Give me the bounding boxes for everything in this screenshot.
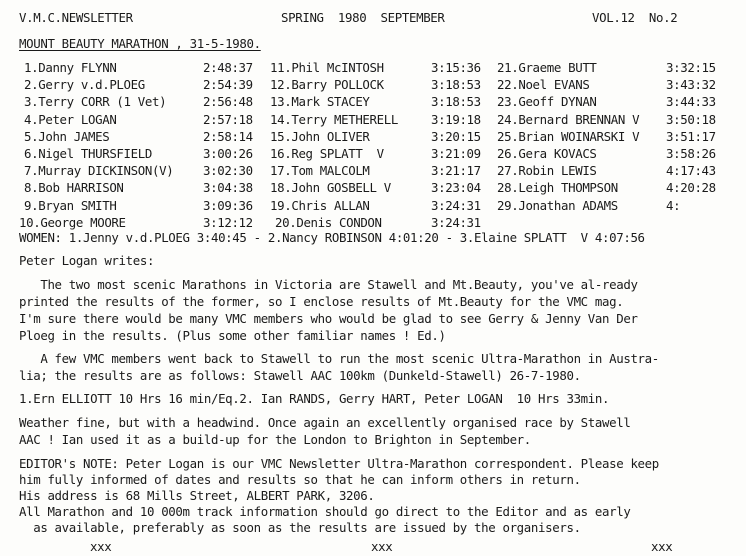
- volume-number: VOL.12 No.2: [592, 10, 678, 25]
- finish-time: 3:58:26: [666, 146, 716, 161]
- finish-time: 4:20:28: [666, 180, 716, 196]
- runner-name: 15.John OLIVER: [270, 128, 370, 144]
- runner-name: 13.Mark STACEY: [270, 94, 370, 110]
- runner-name: 16.Reg SPLATT V: [270, 146, 384, 161]
- finish-time: 3:43:32: [666, 77, 716, 93]
- text-line: lia; the results are as follows: Stawell AAC 100km (Dunkeld-Stawell) 26-7-1980.: [19, 368, 581, 383]
- finish-time: 3:00:26: [203, 146, 253, 161]
- finish-time: 2:54:39: [203, 77, 253, 93]
- separator-mark: xxx: [371, 539, 393, 554]
- finish-time: 3:12:12: [203, 214, 253, 230]
- finish-time: 3:19:18: [431, 111, 481, 127]
- runner-name: 1.Danny FLYNN: [24, 60, 117, 75]
- finish-time: 3:21:17: [431, 163, 481, 179]
- runner-name: 29.Jonathan ADAMS: [497, 197, 618, 213]
- writes-heading: Peter Logan writes:: [19, 253, 155, 268]
- finish-time: 3:09:36: [203, 197, 253, 213]
- text-line: I'm sure there would be many VMC members who would be glad to see Gerry & Jenny Van Der: [19, 311, 638, 326]
- finish-time: 2:57:18: [203, 111, 253, 127]
- runner-name: 5.John JAMES: [24, 128, 110, 144]
- article-title: MOUNT BEAUTY MARATHON , 31-5-1980.: [19, 36, 261, 51]
- text-line: EDITOR's NOTE: Peter Logan is our VMC Newsletter Ultra-Marathon correspondent. Please keep: [19, 456, 659, 471]
- finish-time: 2:56:48: [203, 94, 253, 110]
- issue-season: SPRING 1980 SEPTEMBER: [281, 10, 445, 25]
- text-line: His address is 68 Mills Street, ALBERT PARK, 3206.: [19, 488, 375, 503]
- text-line: AAC ! Ian used it as a build-up for the London to Brighton in September.: [19, 432, 531, 447]
- finish-time: 3:18:53: [431, 94, 481, 110]
- runner-name: 19.Chris ALLAN: [270, 197, 370, 213]
- runner-name: 20.Denis CONDON: [275, 214, 382, 230]
- runner-name: 17.Tom MALCOLM: [270, 163, 370, 179]
- runner-name: 12.Barry POLLOCK: [270, 77, 384, 93]
- finish-time: 3:24:31: [431, 214, 481, 230]
- ultra-results-line: 1.Ern ELLIOTT 10 Hrs 16 min/Eq.2. Ian RANDS, Gerry HART, Peter LOGAN 10 Hrs 33min.: [19, 391, 610, 406]
- text-line: Ploeg in the results. (Plus some other familiar names ! Ed.): [19, 328, 446, 343]
- finish-time: 3:02:30: [203, 163, 253, 179]
- runner-name: 25.Brian WOINARSKI V: [497, 128, 640, 144]
- runner-name: 6.Nigel THURSFIELD: [24, 146, 152, 161]
- runner-name: 27.Robin LEWIS: [497, 163, 597, 179]
- text-line: printed the results of the former, so I enclose results of Mt.Beauty for the VMC mag.: [19, 294, 624, 309]
- finish-time: 2:58:14: [203, 128, 253, 144]
- finish-time: 3:24:31: [431, 197, 481, 213]
- runner-name: 26.Gera KOVACS: [497, 146, 597, 161]
- finish-time: 3:23:04: [431, 180, 481, 196]
- runner-name: 3.Terry CORR (1 Vet): [24, 94, 167, 110]
- finish-time: 3:04:38: [203, 180, 253, 196]
- runner-name: 10.George MOORE: [19, 214, 126, 230]
- text-line: Weather fine, but with a headwind. Once again an excellently organised race by Stawell: [19, 415, 631, 430]
- text-line: A few VMC members went back to Stawell to run the most scenic Ultra-Marathon in Austra-: [19, 351, 659, 366]
- runner-name: 9.Bryan SMITH: [24, 197, 117, 213]
- runner-name: 4.Peter LOGAN: [24, 111, 117, 127]
- separator-mark: xxx: [90, 539, 112, 554]
- finish-time: 3:15:36: [431, 60, 481, 75]
- runner-name: 22.Noel EVANS: [497, 77, 590, 93]
- finish-time: 3:32:15: [666, 60, 716, 75]
- text-line: All Marathon and 10 000m track information should go direct to the Editor and as early: [19, 504, 631, 519]
- runner-name: 24.Bernard BRENNAN V: [497, 111, 640, 127]
- finish-time: 3:18:53: [431, 77, 481, 93]
- runner-name: 18.John GOSBELL V: [270, 180, 391, 196]
- women-results: WOMEN: 1.Jenny v.d.PLOEG 3:40:45 - 2.Nancy ROBINSON 4:01:20 - 3.Elaine SPLATT V 4:07:56: [19, 230, 645, 245]
- finish-time: 4:17:43: [666, 163, 716, 179]
- finish-time: 2:48:37: [203, 60, 253, 75]
- runner-name: 2.Gerry v.d.PLOEG: [24, 77, 145, 93]
- separator-mark: xxx: [651, 539, 673, 554]
- text-line: as available, preferably as soon as the results are issued by the organisers.: [19, 520, 581, 535]
- finish-time: 3:44:33: [666, 94, 716, 110]
- finish-time: 3:50:18: [666, 111, 716, 127]
- finish-time: 3:21:09: [431, 146, 481, 161]
- text-line: The two most scenic Marathons in Victoria are Stawell and Mt.Beauty, you've al-ready: [19, 277, 638, 292]
- publication-name: V.M.C.NEWSLETTER: [19, 10, 133, 25]
- runner-name: 7.Murray DICKINSON(V): [24, 163, 174, 179]
- finish-time: 3:20:15: [431, 128, 481, 144]
- text-line: him fully informed of dates and results so that he can inform others in return.: [19, 472, 581, 487]
- runner-name: 11.Phil McINTOSH: [270, 60, 384, 75]
- runner-name: 23.Geoff DYNAN: [497, 94, 597, 110]
- finish-time: 3:51:17: [666, 128, 716, 144]
- runner-name: 14.Terry METHERELL: [270, 111, 398, 127]
- runner-name: 28.Leigh THOMPSON: [497, 180, 618, 196]
- runner-name: 21.Graeme BUTT: [497, 60, 597, 75]
- runner-name: 8.Bob HARRISON: [24, 180, 124, 196]
- finish-time: 4:: [666, 197, 681, 213]
